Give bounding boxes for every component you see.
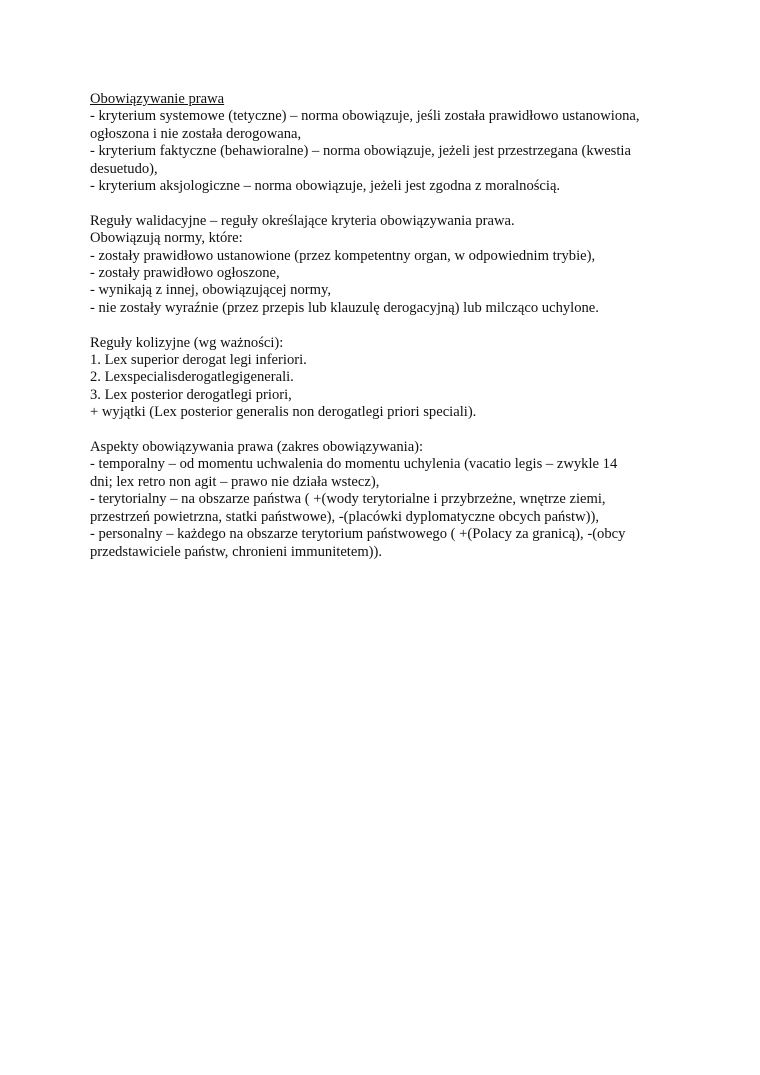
text-line: - nie zostały wyraźnie (przez przepis lub klauzulę derogacyjną) lub milcząco uchylone. [90, 299, 599, 316]
text-line: Reguły kolizyjne (wg ważności): [90, 334, 284, 351]
text-line: Aspekty obowiązywania prawa (zakres obowiązywania): [90, 439, 424, 456]
text-line: - zostały prawidłowo ogłoszone, [90, 265, 280, 282]
section-validity [90, 91, 690, 195]
text-line: przestrzeń powietrzna, statki państwowe), -(placówki dyplomatyczne obcych państw)), [90, 508, 599, 525]
document-page [90, 91, 690, 578]
text-line: 1. Lex superior derogat legi inferiori. [90, 352, 307, 369]
text-line: ogłoszona i nie została derogowana, [90, 125, 302, 142]
text-line: - kryterium systemowe (tetyczne) – norma obowiązuje, jeśli została prawidłowo ustanowiona, [90, 108, 640, 125]
section-heading-validity: Obowiązywanie prawa [90, 91, 225, 107]
text-line: Obowiązują normy, które: [90, 230, 243, 247]
text-line: - temporalny – od momentu uchwalenia do momentu uchylenia (vacatio legis – zwykle 14 [90, 456, 618, 473]
text-line: przedstawiciele państw, chronieni immunitetem)). [90, 543, 383, 560]
text-line: - personalny – każdego na obszarze terytorium państwowego ( +(Polacy za granicą), -(obcy [90, 526, 626, 543]
text-line: + wyjątki (Lex posterior generalis non derogatlegi priori speciali). [90, 404, 477, 421]
section-validation-rules [90, 213, 690, 317]
text-line: Reguły walidacyjne – reguły określające kryteria obowiązywania prawa. [90, 212, 515, 229]
section-aspects [90, 439, 690, 561]
section-collision-rules [90, 335, 690, 422]
text-line: - wynikają z innej, obowiązującej normy, [90, 282, 331, 299]
text-line: - kryterium faktyczne (behawioralne) – norma obowiązuje, jeżeli jest przestrzegana (kwestia [90, 143, 631, 160]
text-line: 2. Lexspecialisderogatlegigenerali. [90, 369, 294, 386]
text-line: dni; lex retro non agit – prawo nie działa wstecz), [90, 473, 380, 490]
text-line: - zostały prawidłowo ustanowione (przez kompetentny organ, w odpowiednim trybie), [90, 247, 596, 264]
text-line: desuetudo), [90, 160, 158, 177]
text-line: 3. Lex posterior derogatlegi priori, [90, 386, 292, 403]
text-line: - kryterium aksjologiczne – norma obowiązuje, jeżeli jest zgodna z moralnością. [90, 178, 561, 195]
text-line: - terytorialny – na obszarze państwa ( +(wody terytorialne i przybrzeżne, wnętrze ziemi, [90, 491, 606, 508]
